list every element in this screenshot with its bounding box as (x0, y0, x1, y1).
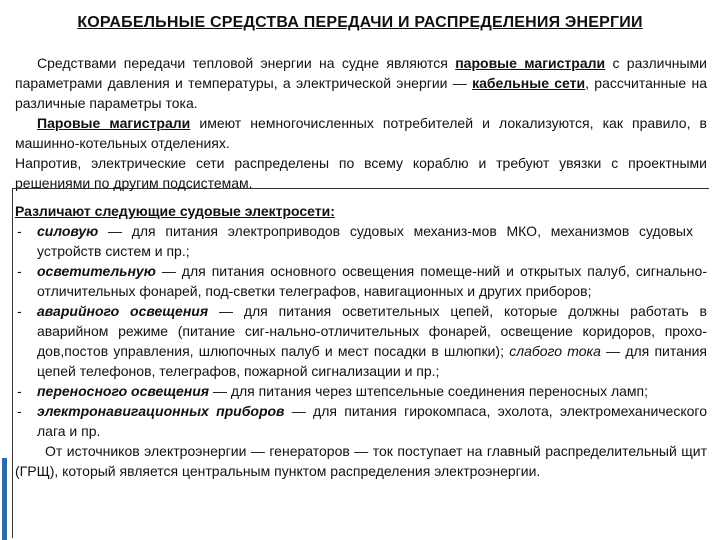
slide-title: КОРАБЕЛЬНЫЕ СРЕДСТВА ПЕРЕДАЧИ И РАСПРЕДЕЛЕНИЯ ЭНЕРГИИ (77, 14, 643, 31)
intro-text: имеют немногочисленных потребителей и локализуются, как правило, в машинно-котельных отделениях. (15, 115, 707, 151)
section-divider-left (12, 188, 13, 538)
networks-block (15, 201, 707, 481)
intro-paragraph-2 (15, 113, 707, 153)
steam-mains-term: паровые магистрали (455, 55, 606, 71)
networks-heading: Различают следующие судовые электросети: (15, 203, 335, 219)
network-term: переносного освещения (37, 383, 210, 399)
list-dash: - (17, 263, 22, 279)
list-dash: - (17, 303, 22, 319)
steam-mains-term: Паровые магистрали (37, 115, 191, 131)
network-term: осветительную (37, 263, 156, 279)
accent-bar (2, 458, 7, 540)
network-term: аварийного освещения (37, 303, 209, 319)
network-description: — для питания гирокомпаса, эхолота, электромеханического лага и пр. (37, 403, 707, 439)
intro-block (15, 53, 707, 193)
network-term: электронавигационных приборов (37, 403, 285, 419)
network-description: — для питания электроприводов судовых механиз-мов МКО, механизмов судовых устройств систем и пр.; (37, 223, 693, 259)
cable-networks-term: кабельные сети (472, 75, 586, 91)
intro-text: с различными параметрами давления и температуры, а электрической энергии — (15, 55, 707, 91)
list-dash: - (17, 223, 22, 239)
intro-text: , рассчитанные на различные параметры тока. (15, 75, 707, 111)
network-description: — для питания осветительных цепей, которые должны работать в аварийном режиме (питание сиг-нально-отличительных фонарей, освещение коридоров, прохо-дов,постов управления, шлюпочных палуб и мест посадки в шлюпки); (37, 303, 707, 359)
list-dash: - (17, 383, 22, 399)
slide-content (15, 53, 707, 481)
intro-paragraph-3: Напротив, электрические сети распределены по всему кораблю и требуют увязки с проектными решениями по другим подсистемам. (15, 155, 707, 191)
network-description: — для питания основного освещения помеще-ний и открытых палуб, сигнально-отличительных фонарей, под-светки телеграфов, навигационных и других приборов; (37, 263, 707, 299)
list-item (15, 401, 707, 441)
network-term: слабого тока (509, 343, 601, 359)
list-item (15, 261, 707, 301)
list-item (15, 221, 707, 261)
network-description: — для питания через штепсельные соединения переносных ламп; (209, 383, 649, 399)
networks-footer: От источников электроэнергии — генераторов — ток поступает на главный распределительный щит (ГРЩ), который является центральным пунктом распределения электроэнергии. (15, 443, 707, 479)
list-item (15, 381, 707, 401)
list-dash: - (17, 403, 22, 419)
network-description: — для питания цепей телефонов, телеграфов, пожарной сигнализации и пр.; (37, 343, 708, 379)
intro-text: Средствами передачи тепловой энергии на судне являются (37, 55, 456, 71)
network-term: силовую (37, 223, 99, 239)
intro-paragraph-1 (15, 53, 707, 113)
list-item (15, 301, 707, 381)
